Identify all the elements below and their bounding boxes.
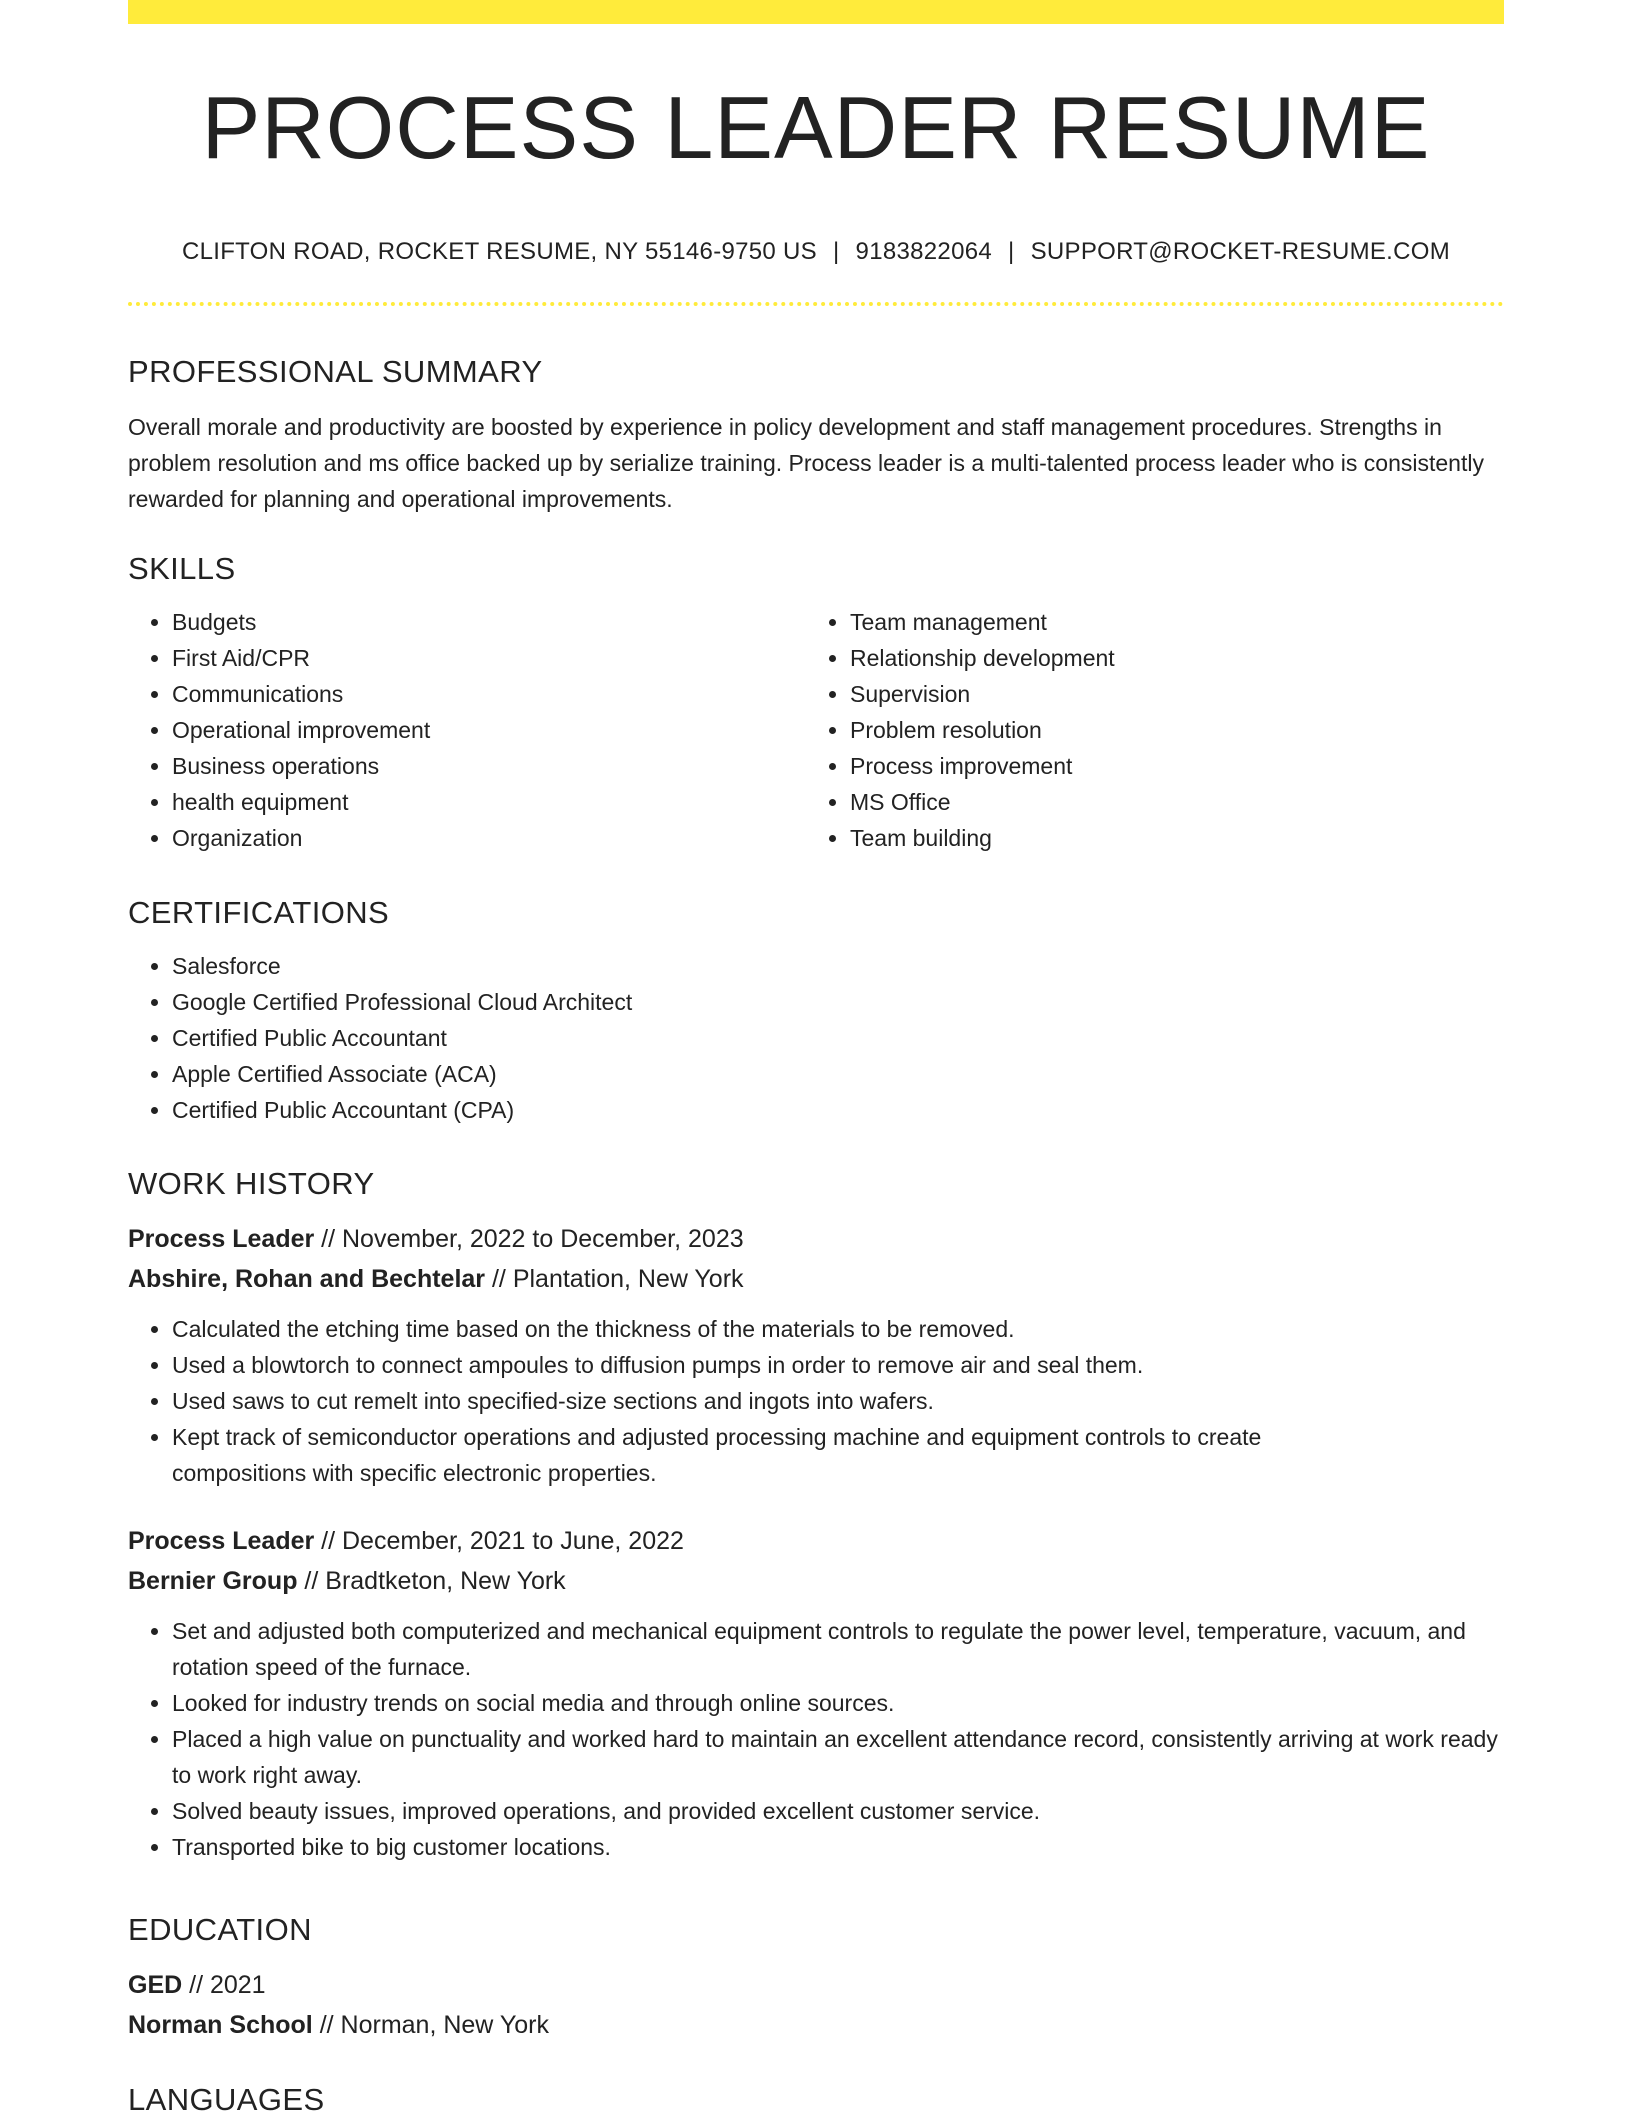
job-role-line xyxy=(128,1521,1504,1561)
job-bullets xyxy=(128,1613,1504,1865)
job-location: // Plantation, New York xyxy=(485,1265,744,1293)
job-entry xyxy=(128,1521,1504,1865)
job-bullet: • Placed a high value on punctuality and worked hard to maintain an excellent attendance record, consistently arriving at work ready to work right away. xyxy=(172,1721,1504,1793)
skill-item: • Communications xyxy=(172,676,806,712)
contact-line xyxy=(128,240,1504,264)
contact-separator: | xyxy=(1008,238,1015,265)
skill-item: • Process improvement xyxy=(850,748,1484,784)
job-company-line xyxy=(128,1259,1504,1299)
certification-item: • Salesforce xyxy=(172,948,1504,984)
accent-top-bar xyxy=(128,0,1504,24)
skill-item: • Team management xyxy=(850,604,1484,640)
work-history-section xyxy=(128,1168,1504,1865)
education-degree: GED xyxy=(128,1971,183,1999)
skills-section xyxy=(128,553,1504,856)
section-title-languages: LANGUAGES xyxy=(128,2082,325,2117)
certifications-list xyxy=(128,948,1504,1128)
section-title-work-history: WORK HISTORY xyxy=(128,1166,375,1201)
contact-phone: 9183822064 xyxy=(855,238,993,265)
dotted-divider xyxy=(128,302,1504,306)
skill-item: • Budgets xyxy=(172,604,806,640)
certification-item: • Certified Public Accountant xyxy=(172,1020,1504,1056)
job-bullet: • Kept track of semiconductor operations and adjusted processing machine and equipment controls to create compositions with specific electronic properties. xyxy=(172,1419,1504,1491)
section-title-skills: SKILLS xyxy=(128,551,236,586)
education-location: // Norman, New York xyxy=(312,2011,549,2039)
job-bullet: • Used saws to cut remelt into specified-size sections and ingots into wafers. xyxy=(172,1383,1504,1419)
job-location: // Bradtketon, New York xyxy=(297,1567,566,1595)
education-school: Norman School xyxy=(128,2011,313,2039)
certifications-section xyxy=(128,897,1504,1128)
section-title-education: EDUCATION xyxy=(128,1912,312,1947)
job-bullet: • Solved beauty issues, improved operations, and provided excellent customer service. xyxy=(172,1793,1504,1829)
skill-item: • Problem resolution xyxy=(850,712,1484,748)
summary-section xyxy=(128,356,1504,517)
education-entry xyxy=(128,1965,1504,2045)
contact-address: CLIFTON ROAD, ROCKET RESUME, NY 55146-9750 US xyxy=(181,238,817,265)
skill-item: • MS Office xyxy=(850,784,1484,820)
skill-item: • Team building xyxy=(850,820,1484,856)
skill-item: • Organization xyxy=(172,820,806,856)
education-school-line xyxy=(128,2005,1504,2045)
skills-list-right xyxy=(806,604,1484,856)
section-title-summary: PROFESSIONAL SUMMARY xyxy=(128,354,543,389)
skills-columns xyxy=(128,604,1504,856)
job-company: Abshire, Rohan and Bechtelar xyxy=(128,1265,486,1293)
contact-email: SUPPORT@ROCKET-RESUME.COM xyxy=(1030,238,1451,265)
education-year: // 2021 xyxy=(182,1971,266,1999)
job-bullet: • Looked for industry trends on social media and through online sources. xyxy=(172,1685,1504,1721)
education-section xyxy=(128,1914,1504,2045)
contact-separator: | xyxy=(833,238,840,265)
certification-item: • Google Certified Professional Cloud Architect xyxy=(172,984,1504,1020)
skill-item: • First Aid/CPR xyxy=(172,640,806,676)
skill-item: • Business operations xyxy=(172,748,806,784)
resume-page xyxy=(128,0,1504,2117)
job-bullet: • Set and adjusted both computerized and mechanical equipment controls to regulate the power level, temperature, vacuum, and rotation speed of the furnace. xyxy=(172,1613,1504,1685)
job-bullet: • Transported bike to big customer locations. xyxy=(172,1829,1504,1865)
job-company-line xyxy=(128,1561,1504,1601)
summary-text: Overall morale and productivity are boosted by experience in policy development and staff management procedures. Strengths in problem resolution and ms office backed up by serialize training. Process leader is a multi-talented process leader who is consistently rewarded for planning and operational improvements. xyxy=(128,414,1484,512)
skill-item: • health equipment xyxy=(172,784,806,820)
job-dates: // December, 2021 to June, 2022 xyxy=(314,1527,684,1555)
job-dates: // November, 2022 to December, 2023 xyxy=(314,1225,744,1253)
skill-item: • Supervision xyxy=(850,676,1484,712)
job-role: Process Leader xyxy=(128,1527,315,1555)
certification-item: • Certified Public Accountant (CPA) xyxy=(172,1092,1504,1128)
education-degree-line xyxy=(128,1965,1504,2005)
job-entry xyxy=(128,1219,1504,1491)
skill-item: • Operational improvement xyxy=(172,712,806,748)
section-title-certifications: CERTIFICATIONS xyxy=(128,895,390,930)
certification-item: • Apple Certified Associate (ACA) xyxy=(172,1056,1504,1092)
job-bullets xyxy=(128,1311,1504,1491)
languages-section xyxy=(128,2084,1504,2115)
job-company: Bernier Group xyxy=(128,1567,298,1595)
skills-list-left xyxy=(128,604,806,856)
job-role-line xyxy=(128,1219,1504,1259)
job-bullet: • Calculated the etching time based on the thickness of the materials to be removed. xyxy=(172,1311,1504,1347)
job-role: Process Leader xyxy=(128,1225,315,1253)
resume-title: PROCESS LEADER RESUME xyxy=(201,78,1431,177)
job-bullet: • Used a blowtorch to connect ampoules to diffusion pumps in order to remove air and seal them. xyxy=(172,1347,1504,1383)
skill-item: • Relationship development xyxy=(850,640,1484,676)
